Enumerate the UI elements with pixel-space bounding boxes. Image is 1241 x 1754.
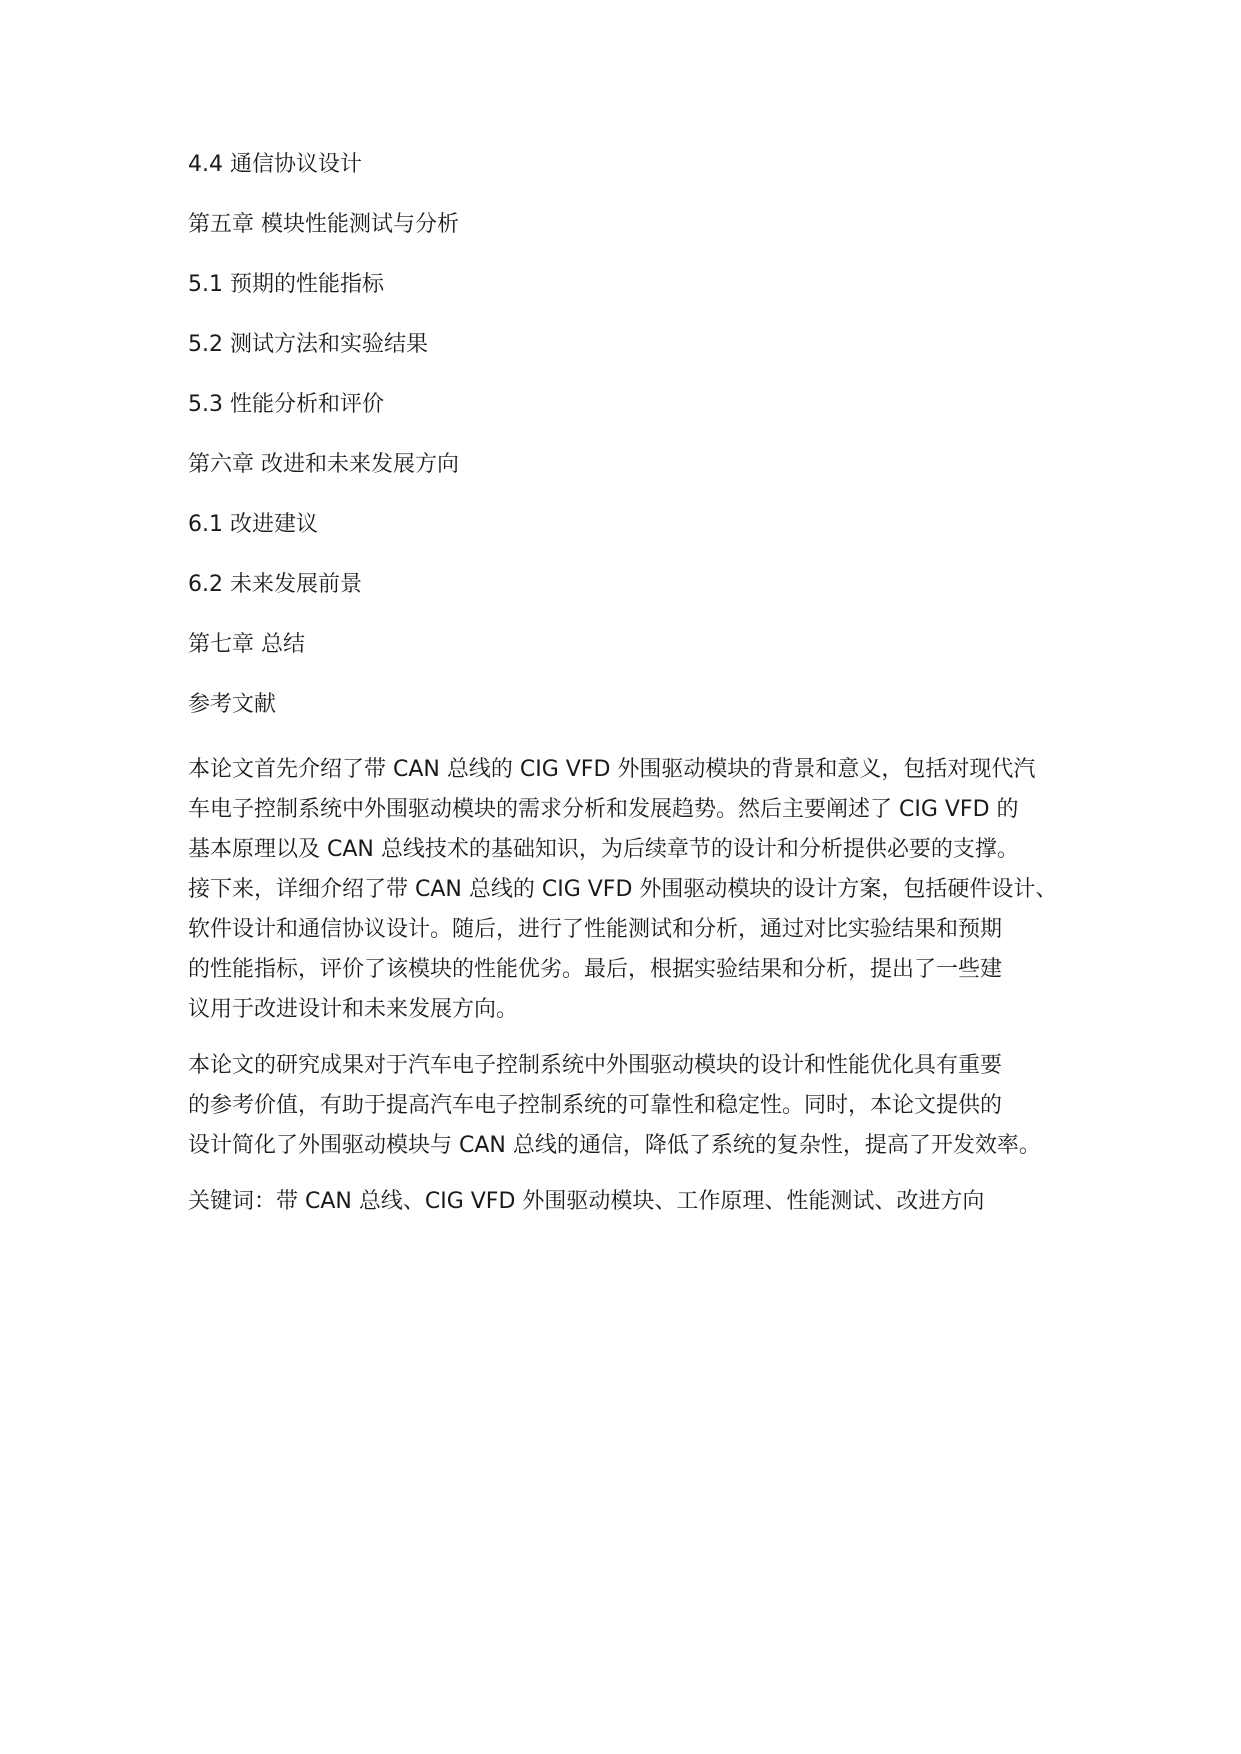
toc-item-4-4: 4.4 通信协议设计 <box>188 152 362 177</box>
paragraph-line: 软件设计和通信协议设计。随后，进行了性能测试和分析，通过对比实验结果和预期 <box>188 917 1003 942</box>
paragraph-line: 基本原理以及 CAN 总线技术的基础知识，为后续章节的设计和分析提供必要的支撑。 <box>188 837 1019 862</box>
toc-item-6-2: 6.2 未来发展前景 <box>188 572 362 597</box>
toc-chapter-5: 第五章 模块性能测试与分析 <box>188 212 459 237</box>
paragraph-line: 设计简化了外围驱动模块与 CAN 总线的通信，降低了系统的复杂性，提高了开发效率。 <box>188 1133 1041 1158</box>
paragraph-line: 本论文首先介绍了带 CAN 总线的 CIG VFD 外围驱动模块的背景和意义，包括对现代汽 <box>188 757 1036 782</box>
paragraph-line: 的参考价值，有助于提高汽车电子控制系统的可靠性和稳定性。同时，本论文提供的 <box>188 1093 1003 1118</box>
toc-references: 参考文献 <box>188 692 277 717</box>
toc-item-5-3: 5.3 性能分析和评价 <box>188 392 384 417</box>
toc-item-6-1: 6.1 改进建议 <box>188 512 318 537</box>
toc-item-5-1: 5.1 预期的性能指标 <box>188 272 384 297</box>
toc-chapter-7: 第七章 总结 <box>188 632 305 657</box>
keywords-line: 关键词：带 CAN 总线、CIG VFD 外围驱动模块、工作原理、性能测试、改进方向 <box>188 1189 985 1214</box>
toc-item-5-2: 5.2 测试方法和实验结果 <box>188 332 428 357</box>
paragraph-line: 的性能指标，评价了该模块的性能优劣。最后，根据实验结果和分析，提出了一些建 <box>188 957 1003 982</box>
paragraph-line: 接下来，详细介绍了带 CAN 总线的 CIG VFD 外围驱动模块的设计方案，包括硬件设计、 <box>188 877 1058 902</box>
abstract-paragraph-2 <box>188 1046 1088 1166</box>
table-of-contents <box>188 150 1088 720</box>
toc-chapter-6: 第六章 改进和未来发展方向 <box>188 452 459 477</box>
paragraph-line: 车电子控制系统中外围驱动模块的需求分析和发展趋势。然后主要阐述了 CIG VFD 的 <box>188 797 1019 822</box>
paragraph-line: 本论文的研究成果对于汽车电子控制系统中外围驱动模块的设计和性能优化具有重要 <box>188 1053 1003 1078</box>
paragraph-line: 议用于改进设计和未来发展方向。 <box>188 997 519 1022</box>
abstract-paragraph-1 <box>188 750 1088 1030</box>
document-page <box>188 150 1088 1222</box>
